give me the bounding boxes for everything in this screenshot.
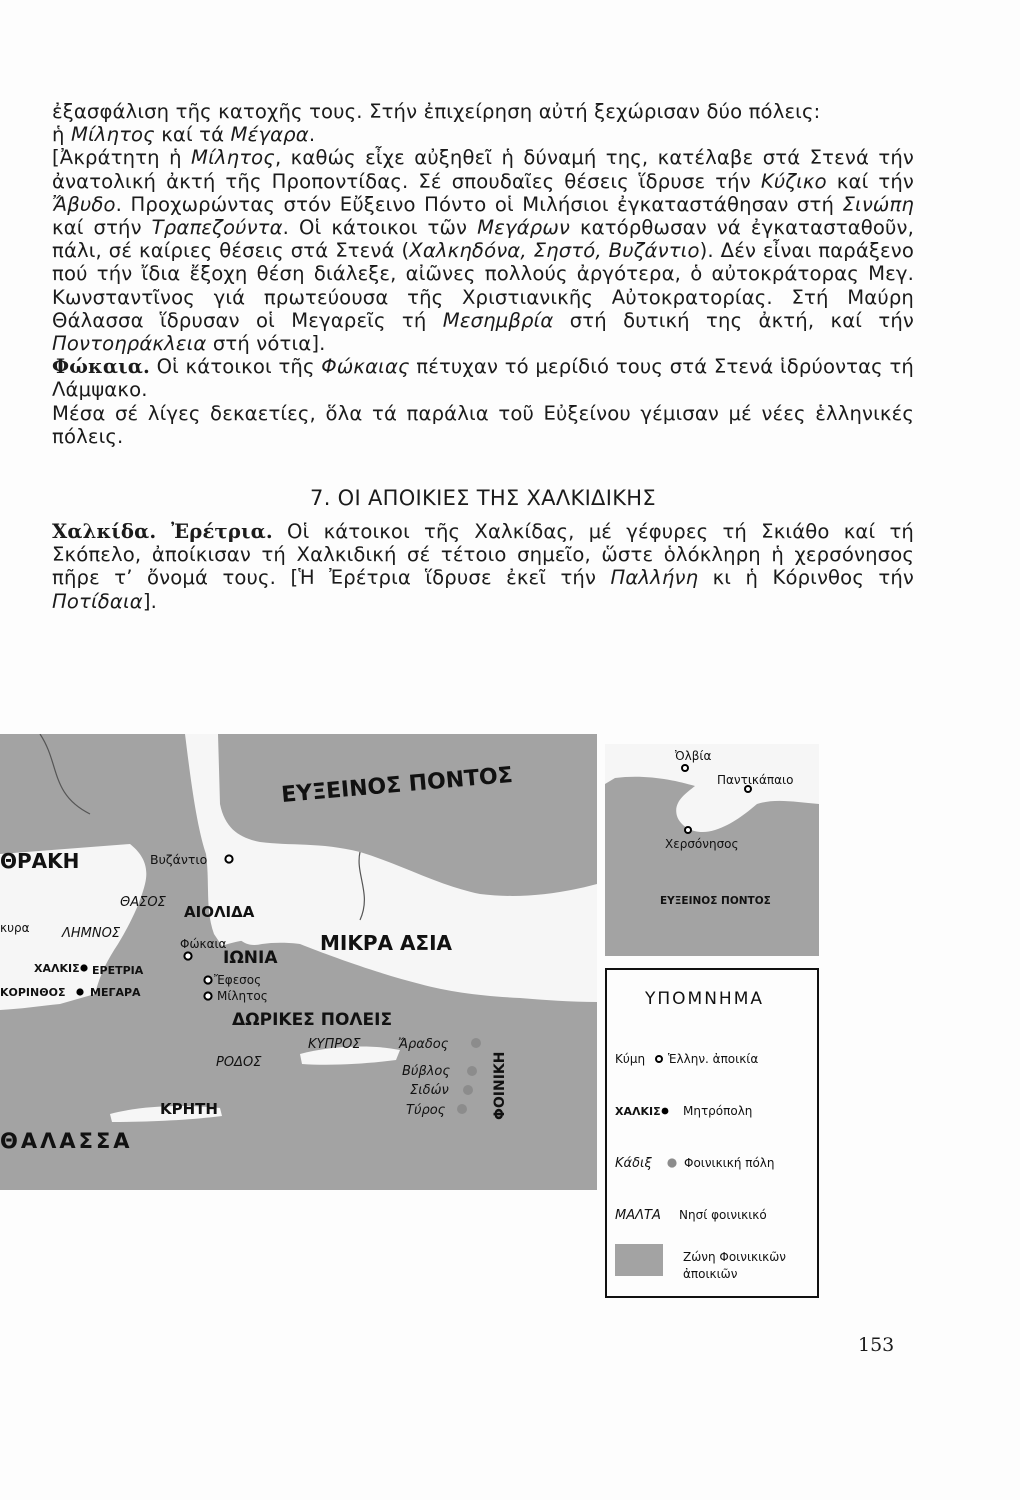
label-ionia: ΙΩΝΙΑ — [223, 948, 278, 968]
label-kriti: ΚΡΗΤΗ — [160, 1100, 218, 1118]
metropolis-dot — [662, 1108, 669, 1115]
colony-dot — [682, 765, 688, 771]
paragraph-4: Μέσα σέ λίγες δεκαετίες, ὅλα τά παράλια τοῦ Εὐξείνου γέμισαν μέ νέες ἑλληνικές πόλεις. — [52, 401, 914, 448]
legend-zone-swatch — [615, 1244, 663, 1276]
legend-r3a: Κάδιξ — [615, 1156, 652, 1171]
paragraph-2: [Ἀκράτητη ἡ Μίλητος, καθώς εἶχε αὐξηθεῖ ἡ δύναμή της, κατέλαβε στά Στενά τήν ἀνατολική ἀκτή τῆς Προποντίδας. Σέ σπουδαῖες θέσεις ἵδρυσε τήν Κύζικο καί τήν Ἄβυδο. Προχωρώντας στόν Εὔξεινο Πόντο οἱ Μιλήσιοι ἐγκαταστάθησαν στή Σινώπη καί στήν Τραπεζούντα. Οἱ κάτοικοι τῶν Μεγάρων κατόρθωσαν νά ἐγκατασταθοῦν, πάλι, σέ καίριες θέσεις στά Στενά (Χαλκηδόνα, Σηστό, Βυζάντιο). Δέν εἶναι παράξενο πού τήν ἴδια ἔξοχη θέση διάλεξε, αἰῶνες πολλούς ἀργότερα, ὁ αὐτοκράτορας Μεγ. Κωνσταντῖνος γιά πρωτεύουσα τῆς Χριστιανικῆς Αὐτοκρατορίας. Στή Μαύρη Θάλασσα ἵδρυσαν οἱ Μεγαρεῖς τή Μεσημβρία στή δυτική της ἀκτή, καί τήν Ποντοηράκλεια στή νότια]. — [52, 146, 915, 356]
phoenician-dot — [457, 1104, 467, 1114]
inset-map — [605, 744, 819, 956]
label-thalassa: ΘΑΛΑΣΣΑ — [0, 1129, 133, 1153]
phoenician-dot — [467, 1066, 477, 1076]
page-number: 153 — [858, 1334, 895, 1356]
label-vyvlos: Βύβλος — [402, 1064, 451, 1079]
legend-r5b: ἀποικιῶν — [683, 1267, 738, 1281]
label-kyra: κυρα — [0, 921, 30, 935]
legend-r5a: Ζώνη Φοινικικῶν — [683, 1250, 786, 1264]
label-tyros: Τύρος — [406, 1103, 446, 1118]
label-thasos: ΘΑΣΟΣ — [120, 895, 166, 910]
paragraph-1: ἐξασφάλιση τῆς κατοχῆς τους. Στήν ἐπιχείρηση αὐτή ξεχώρισαν δύο πόλεις: ἡ Μίλητος καί τά Μέγαρα. — [52, 100, 821, 147]
colony-dot — [204, 992, 211, 999]
label-aiolida: ΑΙΟΛΙΔΑ — [184, 903, 255, 921]
section-heading: 7. ΟΙ ΑΠΟΙΚΙΕΣ ΤΗΣ ΧΑΛΚΙΔΙΚΗΣ — [310, 486, 656, 510]
legend-r4b: Νησί φοινικικό — [679, 1208, 767, 1222]
label-dorikes: ΔΩΡΙΚΕΣ ΠΟΛΕΙΣ — [232, 1010, 393, 1030]
legend-r3b: Φοινικική πόλη — [684, 1156, 775, 1170]
phoenician-dot — [667, 1158, 676, 1167]
label-chersonisos: Χερσόνησος — [665, 837, 739, 851]
label-miletos: Μίλητος — [217, 989, 268, 1003]
label-olvia: Ὀλβία — [675, 749, 712, 763]
legend-r1b: Ἑλλην. ἀποικία — [668, 1052, 759, 1066]
legend-title: ΥΠΟΜΝΗΜΑ — [645, 989, 765, 1009]
main-map — [0, 734, 597, 1190]
label-vyzantio: Βυζάντιο — [150, 852, 208, 867]
label-fokaia: Φώκαια — [180, 937, 227, 951]
paragraph-5: Χαλκίδα. Ἐρέτρια. Οἱ κάτοικοι τῆς Χαλκίδας, μέ γέφυρες τή Σκιάθο καί τή Σκόπελο, ἀποίκισαν τή Χαλκιδική σέ τέτοιο σημεῖο, ὥστε ὁλόκληρη ἡ χερσόνησος πῆρε τ’ ὄνομά τους. [Ἡ Ἐρέτρια ἵδρυσε ἐκεῖ τήν Παλλήνη κι ἡ Κόρινθος τήν Ποτίδαια]. — [52, 520, 914, 613]
phoenician-dot — [471, 1038, 481, 1048]
paragraph-3: Φώκαια. Οἱ κάτοικοι τῆς Φώκαιας πέτυχαν τό μερίδιό τους στά Στενά ἱδρύοντας τή Λάμψακο. — [52, 355, 914, 402]
legend-r2b: Μητρόπολη — [683, 1104, 753, 1118]
colony-dot — [184, 952, 191, 959]
colony-dot — [656, 1056, 662, 1062]
label-rodos: ΡΟΔΟΣ — [216, 1055, 262, 1070]
colony-dot — [204, 976, 211, 983]
legend — [605, 968, 819, 1298]
label-kypros: ΚΥΠΡΟΣ — [308, 1037, 361, 1052]
label-efesos: Ἔφεσος — [214, 973, 262, 987]
label-megara: ΜΕΓΑΡΑ — [90, 986, 141, 999]
colony-dot — [685, 827, 691, 833]
label-korinthos: ΚΟΡΙΝΘΟΣ — [0, 986, 66, 999]
legend-r1a: Κύμη — [615, 1052, 646, 1066]
label-eretria: ΕΡΕΤΡΙΑ — [92, 964, 144, 977]
colony-dot — [225, 855, 232, 862]
legend-r4a: ΜΑΛΤΑ — [615, 1208, 661, 1223]
body-text-top — [52, 100, 914, 448]
body-text-section — [52, 520, 914, 613]
label-sidon: Σιδών — [410, 1083, 449, 1098]
label-foiniki: ΦΟΙΝΙΚΗ — [492, 1051, 508, 1120]
label-euxeinos: ΕΥΞΕΙΝΟΣ ΠΟΝΤΟΣ — [280, 762, 514, 808]
label-thraki: ΘΡΑΚΗ — [0, 849, 80, 873]
phoenician-dot — [463, 1085, 473, 1095]
metropolis-dot — [80, 964, 87, 971]
label-chalkis: ΧΑΛΚΙΣ — [34, 962, 80, 975]
label-inset-euxeinos: ΕΥΞΕΙΝΟΣ ΠΟΝΤΟΣ — [660, 895, 771, 907]
label-pantikapaio: Παντικάπαιο — [717, 773, 794, 787]
label-mikra-asia: ΜΙΚΡΑ ΑΣΙΑ — [320, 931, 453, 955]
label-arados: Ἄραδος — [398, 1037, 449, 1052]
metropolis-dot — [76, 988, 83, 995]
legend-r2a: ΧΑΛΚΙΣ — [615, 1105, 661, 1118]
label-limnos: ΛΗΜΝΟΣ — [62, 926, 121, 941]
